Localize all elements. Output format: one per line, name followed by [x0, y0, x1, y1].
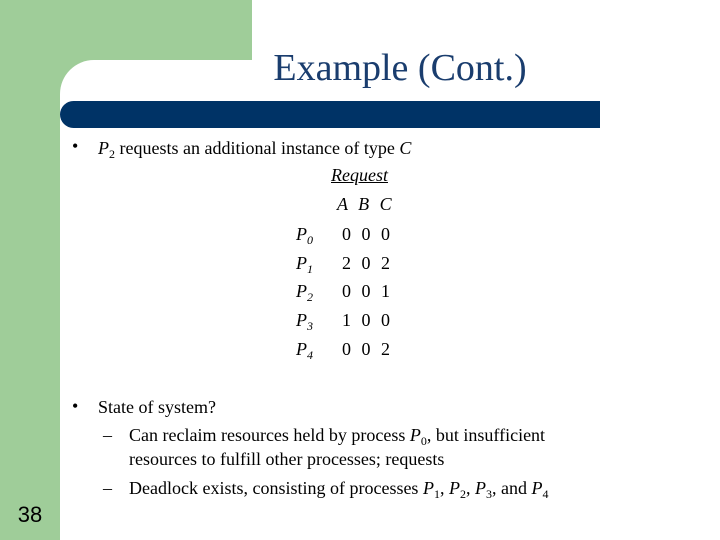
sub-bullet-marker-2: – — [103, 478, 112, 498]
bullet-1-process: P — [98, 138, 109, 158]
sub-bullet-1-line-1: Can reclaim resources held by process $P_0$, but insufficient — [129, 425, 546, 448]
row-values-p2: 0 0 1 — [342, 281, 393, 301]
slide-number: 38 — [17, 502, 43, 527]
bullet-1-text — [98, 137, 411, 159]
bullet-1-process-sub: 2 — [109, 147, 115, 161]
request-table-header: Request — [331, 165, 388, 185]
row-label-p2: $P_2$ — [296, 281, 313, 304]
sub-bullet-marker-1: – — [103, 425, 112, 445]
bullet-marker-1: • — [72, 136, 79, 156]
row-label-p4: $P_4$ — [296, 339, 313, 362]
sub-bullet-2-line: Deadlock exists, consisting of processes $P_1$, $P_2$, $P_3$, and $P_4$ — [129, 478, 549, 501]
row-values-p1: 2 0 2 — [342, 253, 393, 273]
bullet-1-type: C — [399, 138, 412, 158]
row-values-p0: 0 0 0 — [342, 224, 393, 244]
sub-bullet-1-line-2: resources to fulfill other processes; requests — [129, 449, 445, 469]
title-underline-bar — [60, 101, 600, 128]
bullet-1-body: requests an additional instance of type — [115, 138, 400, 158]
row-values-p3: 1 0 0 — [342, 310, 393, 330]
request-table-columns: A B C — [337, 194, 395, 214]
row-label-p0: $P_0$ — [296, 224, 313, 247]
bullet-2-text: State of system? — [98, 397, 216, 417]
row-label-p1: $P_1$ — [296, 253, 313, 276]
row-label-p3: $P_3$ — [296, 310, 313, 333]
bullet-marker-2: • — [72, 396, 79, 416]
row-values-p4: 0 0 2 — [342, 339, 393, 359]
slide-title: Example (Cont.) — [273, 47, 527, 89]
